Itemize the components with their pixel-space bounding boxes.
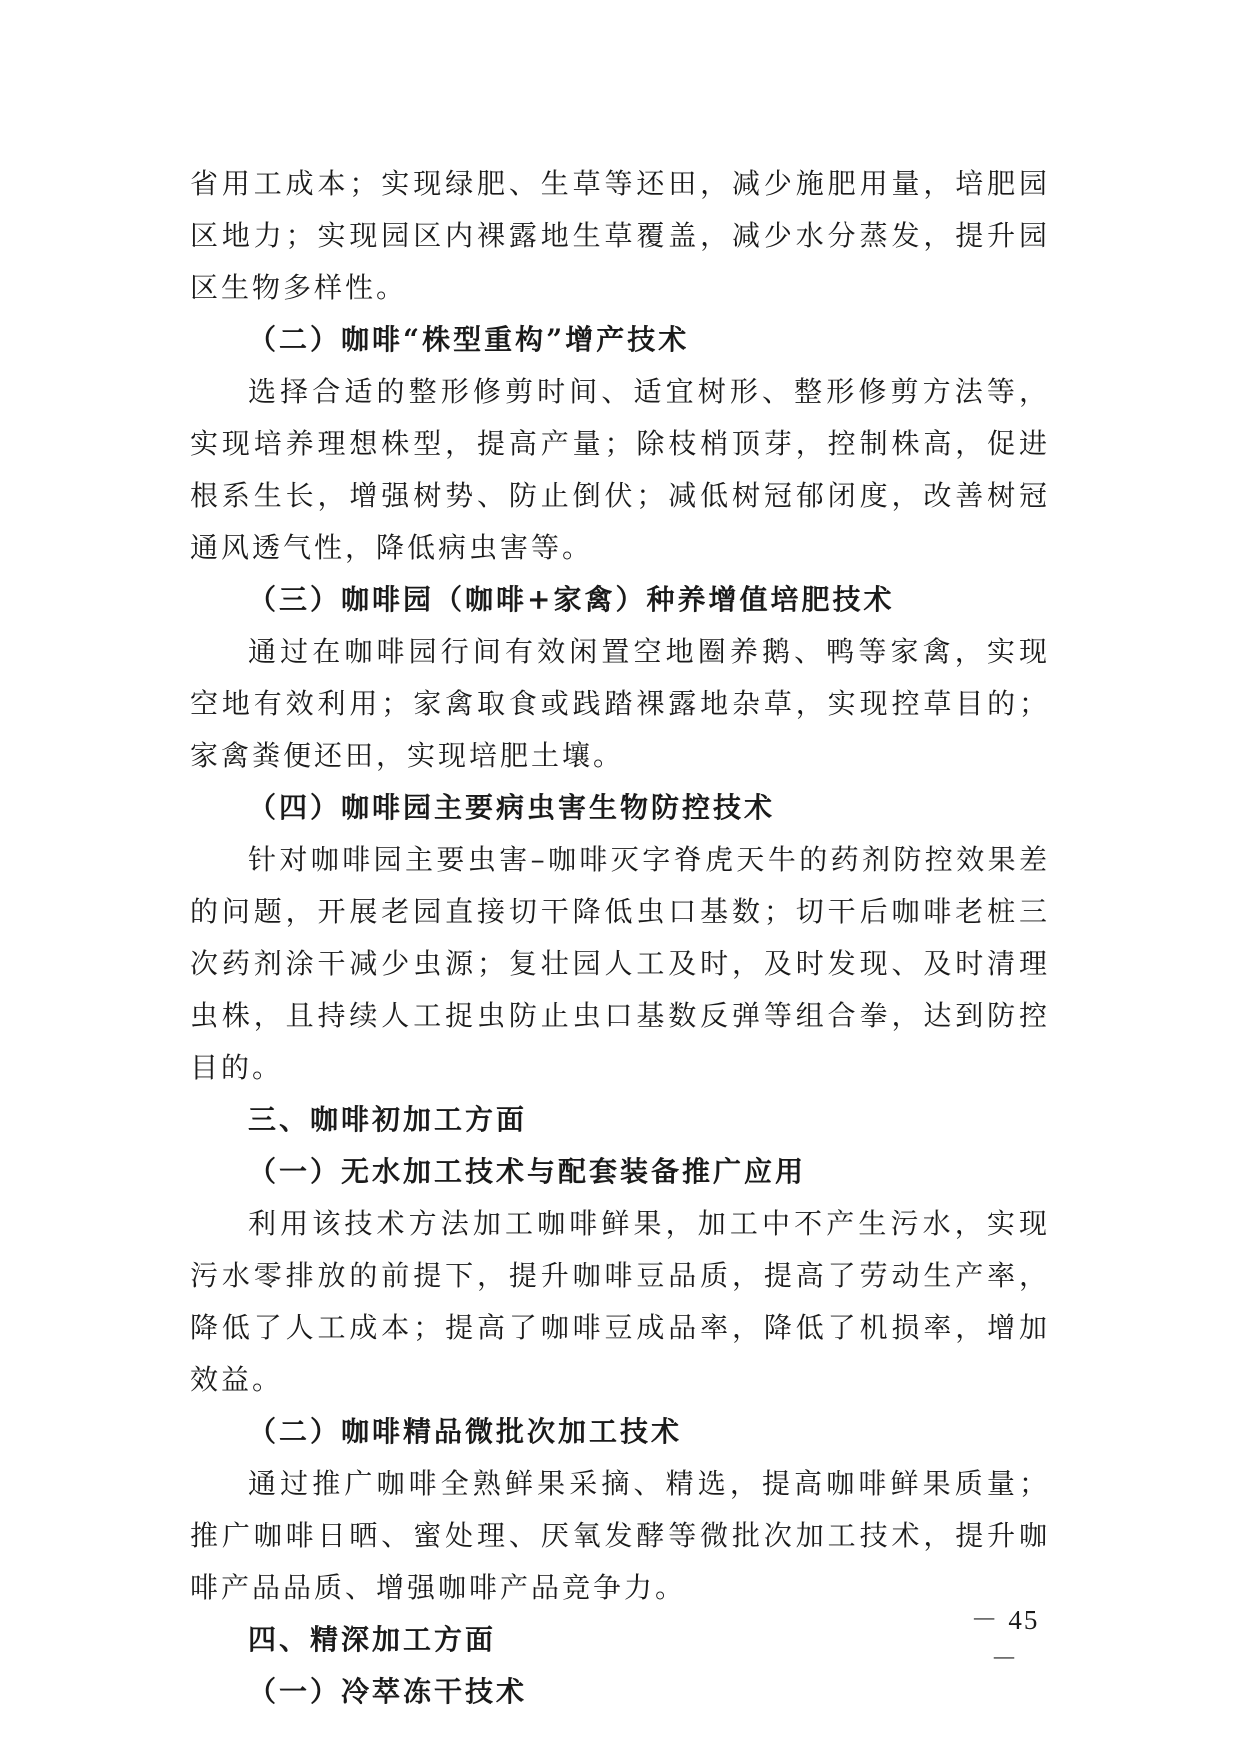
subheading-cold-brew-freeze-dry: （一）冷萃冻干技术 [248,1675,528,1708]
paragraph-poultry: 通过在咖啡园行间有效闲置空地圈养鹅、鸭等家禽，实现空地有效利用；家禽取食或践踏裸露地杂草，实现控草目的；家禽粪便还田，实现培肥土壤。 [190,635,1050,772]
page-number: － 45 － [970,1605,1040,1674]
paragraph-pruning: 选择合适的整形修剪时间、适宜树形、整形修剪方法等，实现培养理想株型，提高产量；除枝梢顶芽，控制株高，促进根系生长，增强树势、防止倒伏；减低树冠郁闭度，改善树冠通风透气性，降低病虫害等。 [190,375,1050,564]
subheading-pest-control: （四）咖啡园主要病虫害生物防控技术 [248,791,776,824]
paragraph-pest-control: 针对咖啡园主要虫害–咖啡灭字脊虎天牛的药剂防控效果差的问题，开展老园直接切干降低虫口基数；切干后咖啡老桩三次药剂涂干减少虫源；复壮园人工及时，及时发现、及时清理虫株，且持续人工捉虫防止虫口基数反弹等组合拳，达到防控目的。 [190,843,1050,1084]
document-body [190,158,1050,1718]
heading-deep-processing: 四、精深加工方面 [248,1623,497,1656]
subheading-plant-restructuring: （二）咖啡“株型重构”增产技术 [248,323,690,356]
paragraph-intro: 省用工成本；实现绿肥、生草等还田，减少施肥用量，培肥园区地力；实现园区内裸露地生草覆盖，减少水分蒸发，提升园区生物多样性。 [190,167,1050,304]
subheading-waterless-processing: （一）无水加工技术与配套装备推广应用 [248,1155,807,1188]
heading-primary-processing: 三、咖啡初加工方面 [248,1103,528,1136]
paragraph-waterless-processing: 利用该技术方法加工咖啡鲜果，加工中不产生污水，实现污水零排放的前提下，提升咖啡豆品质，提高了劳动生产率，降低了人工成本；提高了咖啡豆成品率，降低了机损率，增加效益。 [190,1207,1050,1396]
subheading-micro-batch: （二）咖啡精品微批次加工技术 [248,1415,683,1448]
paragraph-micro-batch: 通过推广咖啡全熟鲜果采摘、精选，提高咖啡鲜果质量；推广咖啡日晒、蜜处理、厌氧发酵等微批次加工技术，提升咖啡产品品质、增强咖啡产品竞争力。 [190,1467,1050,1604]
subheading-poultry-integration: （三）咖啡园（咖啡+家禽）种养增值培肥技术 [248,583,895,616]
